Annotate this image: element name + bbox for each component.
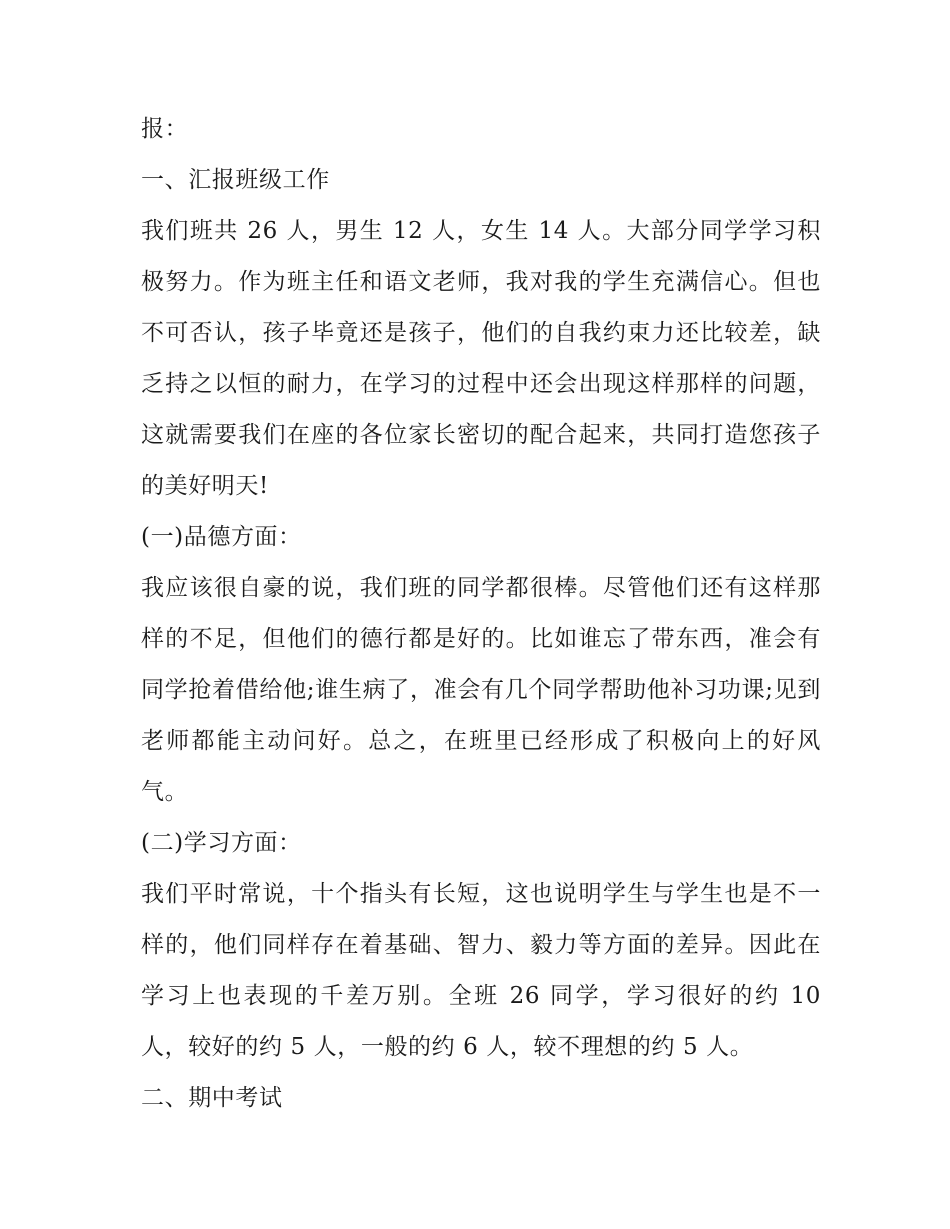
document-body	[141, 104, 821, 1124]
paragraph-study-aspect: 我们平时常说，十个指头有长短，这也说明学生与学生也是不一样的，他们同样存在着基础、智力、毅力等方面的差异。因此在学习上也表现的千差万别。全班 26 同学，学习很好的约 10 人，较好的约 5 人，一般的约 6 人，较不理想的约 5 人。	[141, 881, 821, 1060]
paragraph-class-overview: 我们班共 26 人，男生 12 人，女生 14 人。大部分同学学习积极努力。作为班主任和语文老师，我对我的学生充满信心。但也不可否认，孩子毕竟还是孩子，他们的自我约束力还比较差，缺乏持之以恒的耐力，在学习的过程中还会出现这样那样的问题，这就需要我们在座的各位家长密切的配合起来，共同打造您孩子的美好明天!	[141, 218, 821, 499]
section-heading-class-work: 一、汇报班级工作	[141, 167, 330, 193]
section-heading-midterm-exam: 二、期中考试	[141, 1085, 283, 1111]
subheading-moral-aspect: (一)品德方面：	[141, 524, 302, 550]
paragraph-report-heading: 报：	[141, 116, 189, 142]
paragraph-moral-aspect: 我应该很自豪的说，我们班的同学都很棒。尽管他们还有这样那样的不足，但他们的德行都是好的。比如谁忘了带东西，准会有同学抢着借给他;谁生病了，准会有几个同学帮助他补习功课;见到老师都能主动问好。总之，在班里已经形成了积极向上的好风气。	[141, 575, 821, 805]
subheading-study-aspect: (二)学习方面：	[141, 830, 302, 856]
